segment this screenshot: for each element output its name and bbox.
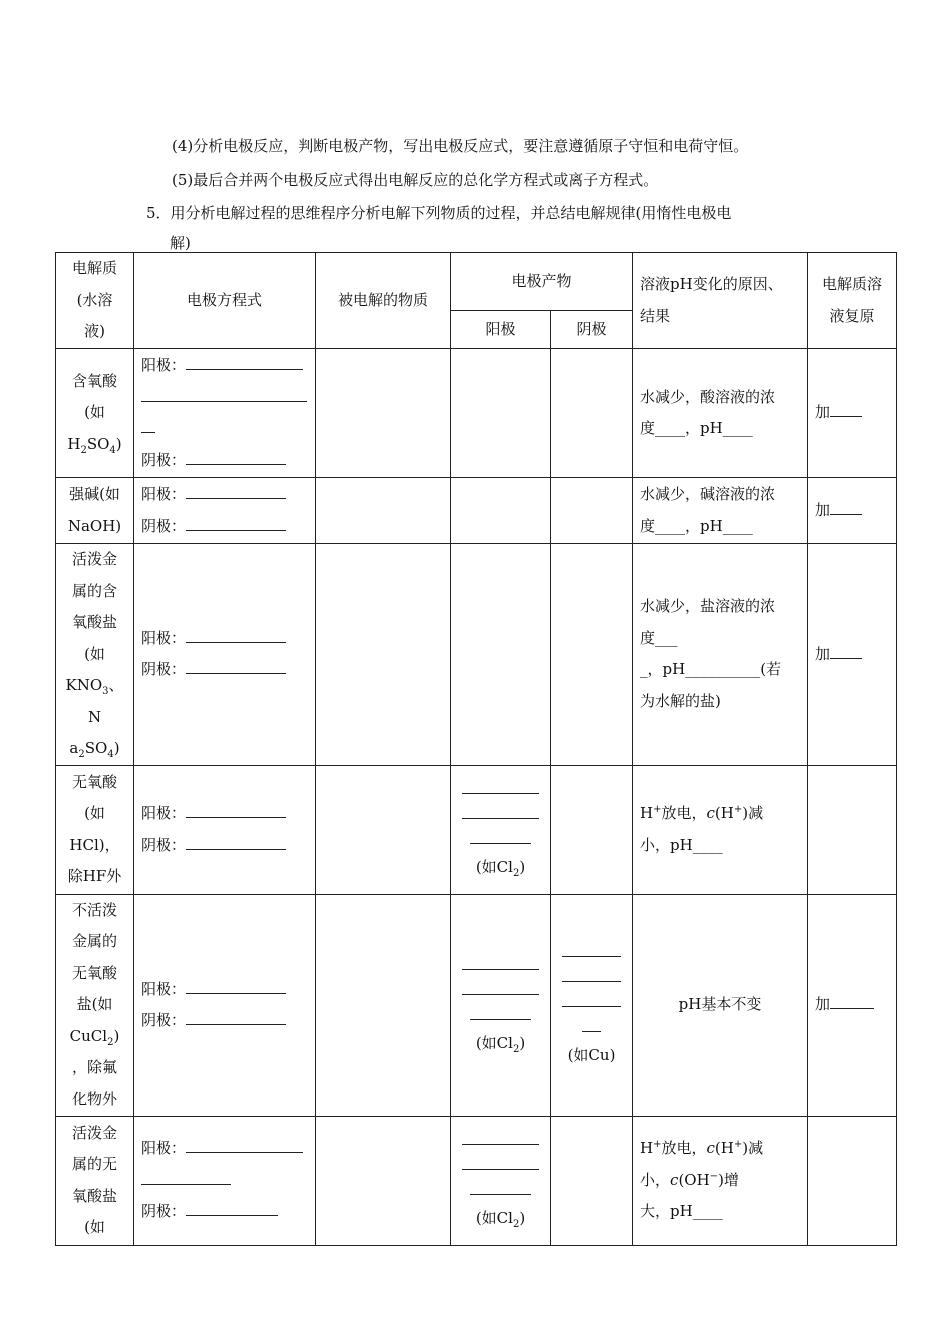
anode-label: 阳极： <box>141 485 187 503</box>
step-5-text: (5)最后合并两个电极反应式得出电解反应的总化学方程式或离子方程式。 <box>172 171 659 189</box>
row-substance[interactable] <box>316 478 451 544</box>
answer-blank[interactable] <box>141 400 307 402</box>
answer-blank[interactable] <box>462 955 539 970</box>
header-ph-line: 溶液pH变化的原因、 <box>640 275 783 293</box>
name-line: 氧酸盐 <box>71 1186 117 1205</box>
header-restore-line: 电解质溶 <box>822 275 883 293</box>
row-restore <box>808 349 897 478</box>
row-substance[interactable] <box>316 544 451 766</box>
ph-line: _，pH__________(若 <box>640 660 782 679</box>
row-equation <box>134 894 316 1116</box>
cathode-label: 阴极： <box>141 660 187 679</box>
answer-blank[interactable] <box>470 1180 531 1195</box>
table-row <box>56 894 897 1116</box>
anode-equation-line <box>141 623 308 655</box>
add-label: 加 <box>815 403 831 422</box>
name-line: 活泼金 <box>71 1123 117 1142</box>
ph-line: H+放电，c(H+)减 <box>640 1139 764 1158</box>
answer-blank[interactable] <box>830 657 862 659</box>
header-substance: 被电解的物质 <box>316 253 451 349</box>
answer-blank[interactable] <box>186 463 286 465</box>
anode-equation-line <box>141 974 308 1006</box>
answer-blank[interactable] <box>582 1017 601 1032</box>
header-restore-line: 液复原 <box>829 306 875 325</box>
row-cathode-product[interactable] <box>551 478 633 544</box>
row-substance[interactable] <box>316 894 451 1116</box>
name-line: 属的含 <box>71 581 117 600</box>
answer-blank[interactable] <box>186 497 286 499</box>
name-line: 除HF外 <box>67 867 122 885</box>
row-equation <box>134 349 316 478</box>
row-cathode-product[interactable] <box>551 765 633 894</box>
ph-line: 度___ <box>640 628 678 647</box>
row-anode-product <box>451 894 551 1116</box>
header-restore <box>808 253 897 349</box>
answer-blank[interactable] <box>186 848 286 850</box>
header-anode: 阳极 <box>451 311 551 349</box>
anode-label: 阳极： <box>141 979 187 998</box>
name-line-formula: CuCl$_2$) <box>69 1026 120 1048</box>
ph-line: H+放电，c(H+)减 <box>640 804 764 822</box>
header-ph-line: 结果 <box>640 306 671 325</box>
ph-line: 大，pH____ <box>640 1202 723 1221</box>
cathode-equation-line <box>141 511 308 543</box>
row-cathode-product[interactable] <box>551 544 633 766</box>
header-electrolyte-line: (水溶 <box>76 290 113 309</box>
header-ph <box>633 253 808 349</box>
answer-blank[interactable] <box>470 1005 531 1020</box>
answer-blank[interactable] <box>470 829 531 844</box>
answer-blank[interactable] <box>562 967 621 982</box>
example-end: ) <box>519 1209 526 1227</box>
step-4-text: (4)分析电极反应，判断电极产物，写出电极反应式，要注意遵循原子守恒和电荷守恒。 <box>172 137 749 155</box>
name-line: (如 <box>84 1218 105 1236</box>
ph-line: 水减少，酸溶液的浓 <box>640 387 776 406</box>
cathode-label: 阴极： <box>141 516 187 535</box>
name-line: 无氧酸 <box>71 772 117 791</box>
anode-equation-continued <box>141 1165 308 1197</box>
name-line-formula: $H_2SO_4$) <box>67 434 122 456</box>
header-products: 电极产物 <box>451 253 633 311</box>
ph-line: 为水解的盐) <box>640 691 721 710</box>
answer-blank[interactable] <box>141 1183 231 1185</box>
row-equation <box>134 544 316 766</box>
answer-blank[interactable] <box>186 529 286 531</box>
example-cl2 <box>458 1205 543 1231</box>
name-line: NaOH) <box>67 516 122 535</box>
anode-label: 阳极： <box>141 356 187 374</box>
row-cathode-product[interactable] <box>551 349 633 478</box>
table-row <box>56 478 897 544</box>
answer-blank[interactable] <box>186 816 286 818</box>
row-anode-product[interactable] <box>451 349 551 478</box>
anode-label: 阳极： <box>141 628 187 647</box>
ph-line: 水减少，盐溶液的浓 <box>640 597 776 616</box>
row-ph <box>633 1116 808 1245</box>
ph-line: 度____，pH____ <box>640 516 753 535</box>
row-substance[interactable] <box>316 1116 451 1245</box>
electrolysis-table <box>55 252 897 1246</box>
row-restore[interactable] <box>808 1116 897 1245</box>
header-equation: 电极方程式 <box>134 253 316 349</box>
answer-blank[interactable] <box>186 641 286 643</box>
answer-blank[interactable] <box>462 804 539 819</box>
cathode-label: 阴极： <box>141 450 187 469</box>
row-restore <box>808 478 897 544</box>
name-line: 无氧酸 <box>71 963 117 982</box>
example-prefix: (如Cl <box>475 858 513 876</box>
name-line: ，除氟 <box>71 1058 117 1077</box>
name-line: 强碱(如 <box>69 485 120 503</box>
row-electrolyte-name <box>56 544 134 766</box>
row-substance[interactable] <box>316 349 451 478</box>
anode-equation-line <box>141 1133 308 1165</box>
example-end: ) <box>519 858 526 876</box>
table-row <box>56 544 897 766</box>
cathode-label: 阴极： <box>141 1011 187 1029</box>
answer-blank[interactable] <box>562 992 621 1007</box>
answer-blank[interactable] <box>462 980 539 995</box>
answer-blank[interactable] <box>462 1155 539 1170</box>
answer-blank[interactable] <box>186 1023 286 1025</box>
add-label: 加 <box>815 995 831 1014</box>
example-cu: (如Cu) <box>567 1046 616 1064</box>
answer-blank[interactable] <box>462 779 539 794</box>
ph-line: 小，pH____ <box>640 835 723 854</box>
header-electrolyte-line: 液) <box>84 322 105 341</box>
header-cathode: 阴极 <box>551 311 633 349</box>
header-electrolyte <box>56 253 134 349</box>
name-line: 不活泼 <box>71 900 117 919</box>
row-ph <box>633 478 808 544</box>
example-sub: 2 <box>512 1219 520 1230</box>
name-line-formula: $a_2SO_4$) <box>69 739 120 760</box>
row-substance[interactable] <box>316 765 451 894</box>
row-anode-product[interactable] <box>451 544 551 766</box>
table-row <box>56 765 897 894</box>
name-line: 化物外 <box>71 1089 117 1108</box>
row-equation <box>134 765 316 894</box>
row-anode-product[interactable] <box>451 478 551 544</box>
row-ph <box>633 544 808 766</box>
row-ph <box>633 349 808 478</box>
row-restore <box>808 544 897 766</box>
add-label: 加 <box>815 644 831 663</box>
row-electrolyte-name <box>56 894 134 1116</box>
anode-equation-continued <box>141 382 308 414</box>
example-sub: 2 <box>512 868 520 879</box>
ph-line: 度____，pH____ <box>640 419 753 437</box>
row-anode-product <box>451 1116 551 1245</box>
anode-equation-continued <box>141 413 308 445</box>
cathode-label: 阴极： <box>141 835 187 854</box>
answer-blank[interactable] <box>186 368 303 370</box>
answer-blank[interactable] <box>830 513 862 515</box>
cathode-equation-line <box>141 830 308 862</box>
answer-blank[interactable] <box>830 1007 874 1009</box>
name-line: (如 <box>84 804 105 822</box>
name-line: (如 <box>84 644 105 663</box>
name-line-formula: $KNO_3$、N <box>65 676 124 726</box>
name-line: 属的无 <box>71 1155 117 1173</box>
cathode-equation-line <box>141 654 308 686</box>
question-5-line-1: 5．用分析电解过程的思维程序分析电解下列物质的过程，并总结电解规律(用惰性电极电 <box>146 204 732 222</box>
row-electrolyte-name <box>56 478 134 544</box>
row-restore <box>808 894 897 1116</box>
cathode-equation-line <box>141 1005 308 1037</box>
name-line: 活泼金 <box>71 550 117 568</box>
row-ph <box>633 765 808 894</box>
name-line: HCl)， <box>69 835 120 854</box>
add-label: 加 <box>815 500 831 519</box>
name-line: 盐(如 <box>76 995 113 1014</box>
row-cathode-product <box>551 894 633 1116</box>
anode-label: 阳极： <box>141 1139 187 1158</box>
answer-blank[interactable] <box>186 1151 303 1153</box>
name-line: 含氧酸 <box>71 371 117 390</box>
anode-equation-line <box>141 798 308 830</box>
answer-blank[interactable] <box>141 431 155 433</box>
row-electrolyte-name <box>56 349 134 478</box>
answer-blank[interactable] <box>186 672 286 674</box>
example-prefix: (如Cl <box>475 1209 513 1227</box>
name-line: 氧酸盐 <box>71 613 117 631</box>
row-cathode-product[interactable] <box>551 1116 633 1245</box>
row-electrolyte-name <box>56 765 134 894</box>
answer-blank[interactable] <box>562 942 621 957</box>
row-anode-product <box>451 765 551 894</box>
example-end: ) <box>519 1033 526 1052</box>
row-equation <box>134 478 316 544</box>
table-row <box>56 349 897 478</box>
header-row <box>56 253 897 311</box>
example-cl2 <box>458 854 543 880</box>
ph-line: 水减少，碱溶液的浓 <box>640 485 776 503</box>
row-restore[interactable] <box>808 765 897 894</box>
example-cl2 <box>458 1030 543 1056</box>
example-prefix: (如Cl <box>475 1033 513 1052</box>
answer-blank[interactable] <box>462 1130 539 1145</box>
row-equation <box>134 1116 316 1245</box>
anode-equation-line <box>141 479 308 511</box>
question-5-line-2: 解) <box>170 234 191 252</box>
anode-equation-line <box>141 350 308 382</box>
answer-blank[interactable] <box>186 1214 278 1216</box>
name-line: 金属的 <box>71 932 117 951</box>
cathode-equation-line <box>141 1196 308 1228</box>
table-row <box>56 1116 897 1245</box>
anode-label: 阳极： <box>141 804 187 822</box>
name-line: (如 <box>84 403 105 422</box>
answer-blank[interactable] <box>830 415 862 417</box>
example-sub: 2 <box>512 1043 520 1055</box>
cathode-label: 阴极： <box>141 1202 187 1221</box>
row-electrolyte-name <box>56 1116 134 1245</box>
cathode-equation-line <box>141 445 308 477</box>
ph-line: 小，c(OH−)增 <box>640 1170 739 1189</box>
header-electrolyte-line: 电解质 <box>71 259 117 278</box>
row-ph: pH基本不变 <box>633 894 808 1116</box>
answer-blank[interactable] <box>186 992 286 994</box>
